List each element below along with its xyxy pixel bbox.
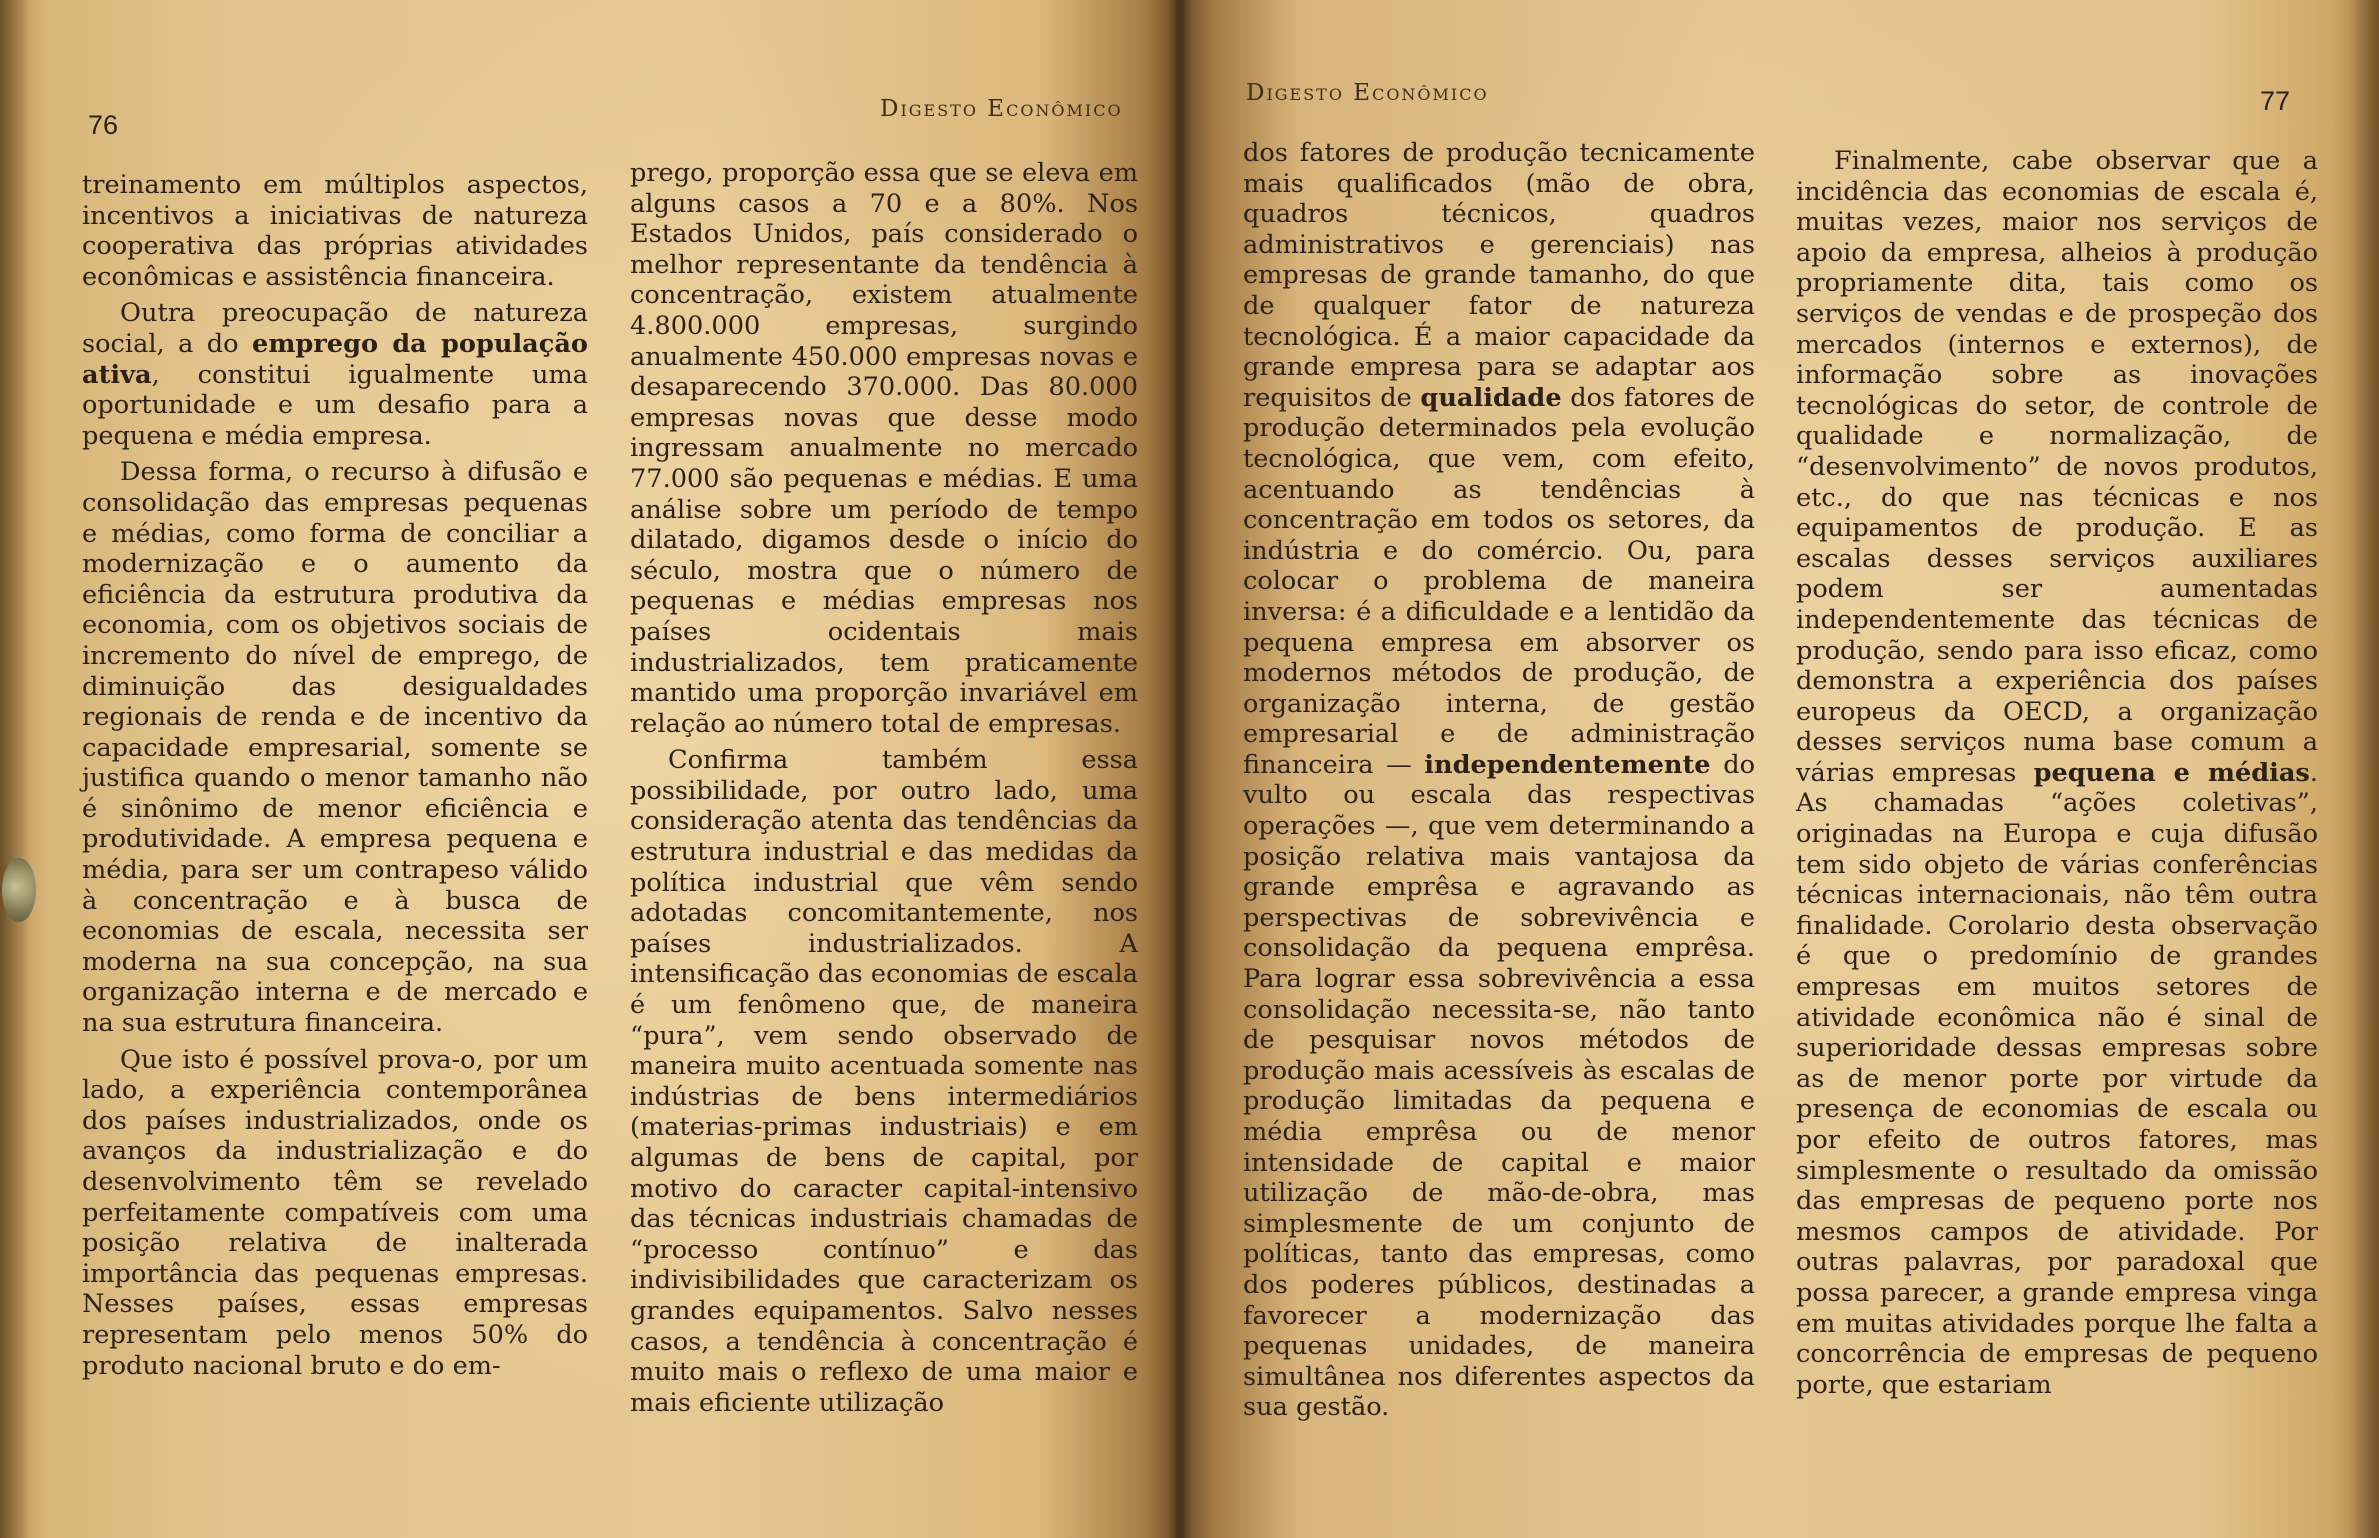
page-edge-shadow bbox=[2349, 0, 2379, 1538]
book-spine bbox=[1168, 0, 1192, 1538]
page-number: 76 bbox=[88, 110, 119, 140]
paragraph: dos fatores de produção tecnicamente mais qualificados (mão de obra, quadros técnicos, quadros administrativos e gerenciais) nas empresas de grande tamanho, do que de qualquer fator de natureza tecnológica. É a maior capacidade da grande empresa para se adaptar aos requisitos de qualidade dos fatores de produção determinados pela evolução tecnológica, que vem, com efeito, acentuando as tendências à concentração em todos os setores, da indústria e do comércio. Ou, para colocar o problema de maneira inversa: é a dificuldade e a lentidão da pequena empresa em absorver os modernos métodos de produção, de organização interna, de gestão empresarial e de administração financeira — independentemente do vulto ou escala das respectivas operações —, que vem determinando a posição relativa mais vantajosa da grande emprêsa e agravando as perspectivas de sobrevivência e consolidação da pequena emprêsa. Para lograr essa sobrevivência a essa consolidação necessita-se, não tanto de pesquisar novos métodos de produção mais acessíveis às escalas de produção limitadas da pequena e média emprêsa ou de menor intensidade de capital e maior utilização de mão-de-obra, mas simplesmente de um conjunto de políticas, tanto das empresas, como dos poderes públicos, destinadas a favorecer a modernização das pequenas unidades, de maneira simultânea nos diferentes aspectos da sua gestão. bbox=[1243, 138, 1755, 1423]
binding-ring bbox=[2, 858, 36, 922]
page-edge-shadow bbox=[0, 0, 30, 1538]
paragraph: Que isto é possível prova-o, por um lado, a experiência contemporânea dos países industrializados, onde os avanços da industrialização e do desenvolvimento têm se revelado perfeitamente compatíveis com uma posição relativa de inalterada importância das pequenas empresas. Nesses países, essas empresas representam pelo menos 50% do produto nacional bruto e do em- bbox=[82, 1044, 588, 1381]
paragraph: Confirma também essa possibilidade, por outro lado, uma consideração atenta das tendências da estrutura industrial e das medidas da política industrial que vêm sendo adotadas concomitantemente, nos países industrializados. A intensificação das economias de escala é um fenômeno que, de maneira “pura”, vem sendo observado de maneira muito acentuada somente nas indústrias de bens intermediários (materias-primas industriais) e em algumas de bens de capital, por motivo do caracter capital-intensivo das técnicas industriais chamadas de “processo contínuo” e das indivisibilidades que caracterizam os grandes equipamentos. Salvo nesses casos, a tendência à concentração é muito mais o reflexo de uma maior e mais eficiente utilização bbox=[630, 745, 1138, 1418]
text-column bbox=[630, 158, 1138, 1418]
paragraph: Finalmente, cabe observar que a incidência das economias de escala é, muitas vezes, maior nos serviços de apoio da empresa, alheios à produção propriamente dita, tais como os serviços de vendas e de prospeção dos mercados (internos e externos), de informação sobre as inovações tecnológicas do setor, de controle de qualidade e normalização, de “desenvolvimento” de novos produtos, etc., do que nas técnicas e nos equipamentos de produção. E as escalas desses serviços auxiliares podem ser aumentadas independentemente das técnicas de produção, sendo para isso eficaz, como demonstra a experiência dos países europeus da OECD, a organização desses serviços numa base comum a várias empresas pequena e médias. As chamadas “ações coletivas”, originadas na Europa e cuja difusão tem sido objeto de várias conferências técnicas internacionais, não têm outra finalidade. Corolario desta observação é que o predomínio de grandes empresas em muitos setores de atividade econômica não é sinal de superioridade dessas empresas sobre as de menor porte por virtude da presença de economias de escala ou por efeito de outros fatores, mas simplesmente o resultado da omissão das empresas de pequeno porte nos mesmos campos de atividade. Por outras palavras, por paradoxal que possa parecer, a grande empresa vinga em muitas atividades porque lhe falta a concorrência de empresas de pequeno porte, que estariam bbox=[1796, 146, 2318, 1400]
left-page bbox=[0, 0, 1180, 1538]
text-column bbox=[1243, 138, 1755, 1423]
text-column bbox=[82, 170, 588, 1381]
paragraph: treinamento em múltiplos aspectos, incentivos a iniciativas de natureza cooperativa das próprias atividades econômicas e assistência financeira. bbox=[82, 170, 588, 292]
text-column bbox=[1796, 146, 2318, 1400]
paragraph: Outra preocupação de natureza social, a do emprego da população ativa, constitui igualmente uma oportunidade e um desafio para a pequena e média empresa. bbox=[82, 298, 588, 451]
right-page bbox=[1180, 0, 2379, 1538]
running-head: Digesto Econômico bbox=[880, 96, 1123, 122]
running-head: Digesto Econômico bbox=[1246, 80, 1489, 106]
paragraph: prego, proporção essa que se eleva em alguns casos a 70 e a 80%. Nos Estados Unidos, país considerado o melhor representante da tendência à concentração, existem atualmente 4.800.000 empresas, surgindo anualmente 450.000 empresas novas e desaparecendo 370.000. Das 80.000 empresas novas que desse modo ingressam anualmente no mercado 77.000 são pequenas e médias. E uma análise sobre um período de tempo dilatado, digamos desde o início do século, mostra que o número de pequenas e médias empresas nos países ocidentais mais industrializados, tem praticamente mantido uma proporção invariável em relação ao número total de empresas. bbox=[630, 158, 1138, 739]
paragraph: Dessa forma, o recurso à difusão e consolidação das empresas pequenas e médias, como forma de conciliar a modernização e o aumento da eficiência da estrutura produtiva da economia, com os objetivos sociais de incremento do nível de emprego, de diminuição das desigualdades regionais de renda e de incentivo da capacidade empresarial, somente se justifica quando o menor tamanho não é sinônimo de menor eficiência e produtividade. A empresa pequena e média, para ser um contrapeso válido à concentração e à busca de economias de escala, necessita ser moderna na sua concepção, na sua organização interna e de mercado e na sua estrutura financeira. bbox=[82, 457, 588, 1039]
page-number: 77 bbox=[2260, 86, 2291, 116]
